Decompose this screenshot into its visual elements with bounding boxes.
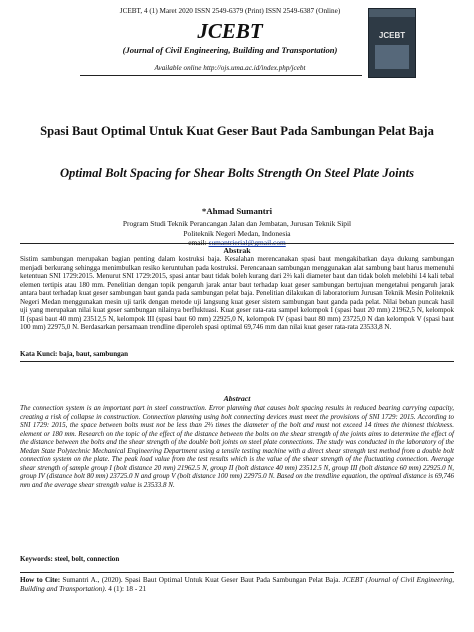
- abstract-divider: [20, 572, 454, 573]
- article-title-indonesian: Spasi Baut Optimal Untuk Kuat Geser Baut Pada Sambungan Pelat Baja: [40, 124, 434, 138]
- email-link[interactable]: sumantrierial@gmail.com: [208, 238, 286, 248]
- abstract-english: [20, 394, 454, 562]
- cover-stripe: [369, 9, 415, 17]
- cite-journal: JCEBT (Journal of Civil Engineering, Building and Transportation): [20, 576, 454, 593]
- keywords-value-en: steel, bolt, connection: [54, 555, 120, 563]
- journal-logo-area: [22, 10, 72, 76]
- journal-full-name: (Journal of Civil Engineering, Building and Transportation): [122, 45, 338, 55]
- keywords-label-en: Keywords:: [20, 555, 55, 563]
- author-name: *Ahmad Sumantri: [201, 206, 273, 216]
- abstract-heading-id: Abstrak: [223, 246, 251, 255]
- keywords-id: [20, 350, 454, 359]
- abstract-indonesian: [20, 243, 454, 362]
- cite-label: How to Cite:: [20, 576, 61, 584]
- cite-text: Sumantri A., (2020). Spasi Baut Optimal Untuk Kuat Geser Baut Pada Sambungan Pelat Baja.: [60, 576, 343, 584]
- cover-title: JCEBT: [378, 31, 406, 40]
- journal-url: Available online http://ojs.uma.ac.id/index.php/jcebt: [154, 64, 306, 72]
- journal-cover-thumbnail: [368, 8, 416, 78]
- header-divider: [80, 75, 362, 76]
- article-title-english: Optimal Bolt Spacing for Shear Bolts Strength On Steel Plate Joints: [59, 166, 415, 180]
- keywords-label-id: Kata Kunci:: [20, 350, 60, 358]
- cover-image: [375, 45, 409, 69]
- how-to-cite: [20, 576, 454, 594]
- journal-meta-line: JCEBT, 4 (1) Maret 2020 ISSN 2549-6379 (Print) ISSN 2549-6387 (Online): [119, 7, 341, 15]
- keywords-en: [20, 555, 454, 564]
- cite-pages: . 4 (1): 18 - 21: [104, 584, 147, 593]
- journal-title: JCEBT: [197, 19, 263, 43]
- affiliation-line-1: Program Studi Teknik Perancangan Jalan dan Jembatan, Jurusan Teknik Sipil: [122, 219, 352, 228]
- abstract-heading-en: Abstract: [223, 394, 251, 403]
- email-label: email:: [188, 238, 209, 248]
- abstract-text-en: The connection system is an important part in steel construction. Error planning that causes bolt spacing results in reduced bearing carrying capacity, creating a risk of collapse in construction. Connection planning using bolt connecting devices must meet the provisions of SNI 1729: 2015. According to SNI 1729: 2015, the space between bolts must not be less than 2⅔ times the diameter of the bolt and must not exceed 14 times the thinnest thickness. element or 180 mm. Research on the topic of the effect of the distance between the bolts on the shear strength of the joints aims to determine the effect of the distance between the bolts and the shear strength of the double bolt joints on steel plate connections. The study was conducted in the laboratory of the Medan State Polytechnic Mechanical Engineering Department using a tensile testing machine with a direct shear strength test method from a double bolt connection system on the plate. The peak load value from the test results which is the value of the shear strength of the fluctuating connection. Average shear strength of sample group I (bolt distance 20 mm) 21962.5 N, group II (bolt distance 40 mm) 23512.5 N, group III (bolt distance 60 mm) 22925.0 N, group IV (distance bolt 80 mm) 23725.0 N and group V (bolt distance 100 mm) 22975.0 N. Based on the trendline equation, the optimal distance is 69,746 mm and the average shear strength value is 23533.8 N.: [20, 404, 454, 489]
- affiliation-line-2: Politeknik Negeri Medan, Indonesia: [183, 228, 291, 238]
- keywords-value-id: baja, baut, sambungan: [59, 350, 129, 358]
- abstract-text-id: Sistim sambungan merupakan bagian penting dalam kostruksi baja. Kesalahan merencanakan spasi baut mengakibatkan daya dukung sambungan menjadi berkurang sehingga menimbulkan resiko keruntuhan pada kostruksi. Perencanaan sambungan menggunakan alat sambung baut harus memenuhi ketentuan SNI 1729:2015. Menurut SNI 1729:2015, spasi antar baut tidak boleh kurang dari 2⅔ kali diameter baut dan tidak boleh melebihi 14 kali tebal elemen tertipis atau 180 mm. Penelitian dengan topik pengaruh jarak antar baut terhadap kuat geser sambungan bertujuan mengetahui pengaruh jarak antara baut terhadap kuat geser sambungan baut ganda pada sambungan pelat baja. Penelitian dilakukan di laboratorium Jurusan Teknik Mesin Politeknik Negeri Medan menggunakan mesin uji tarik dengan metode uji langsung kuat geser sistem sambungan baut ganda pada pelat. Nilai beban puncak hasil uji yang merupakan nilai kuat geser sambungan nilainya berfluktuasi. Kuat geser rata-rata sampel kelompok I (spasi baut 20 mm) 21962,5 N, kelompok II (spasi baut 40 mm) 23512,5 N, kelompok III (spasi baut 60 mm) 22925,0 N, kelompok IV (spasi baut 80 mm) 23725,0 N dan kelompok V (spasi baut 100 mm) 22975,0 N. Berdasarkan persamaan trendline diperoleh spasi optimal 69,746 mm dan nilai kuat geser rata-rata 23533,8 N.: [20, 255, 454, 332]
